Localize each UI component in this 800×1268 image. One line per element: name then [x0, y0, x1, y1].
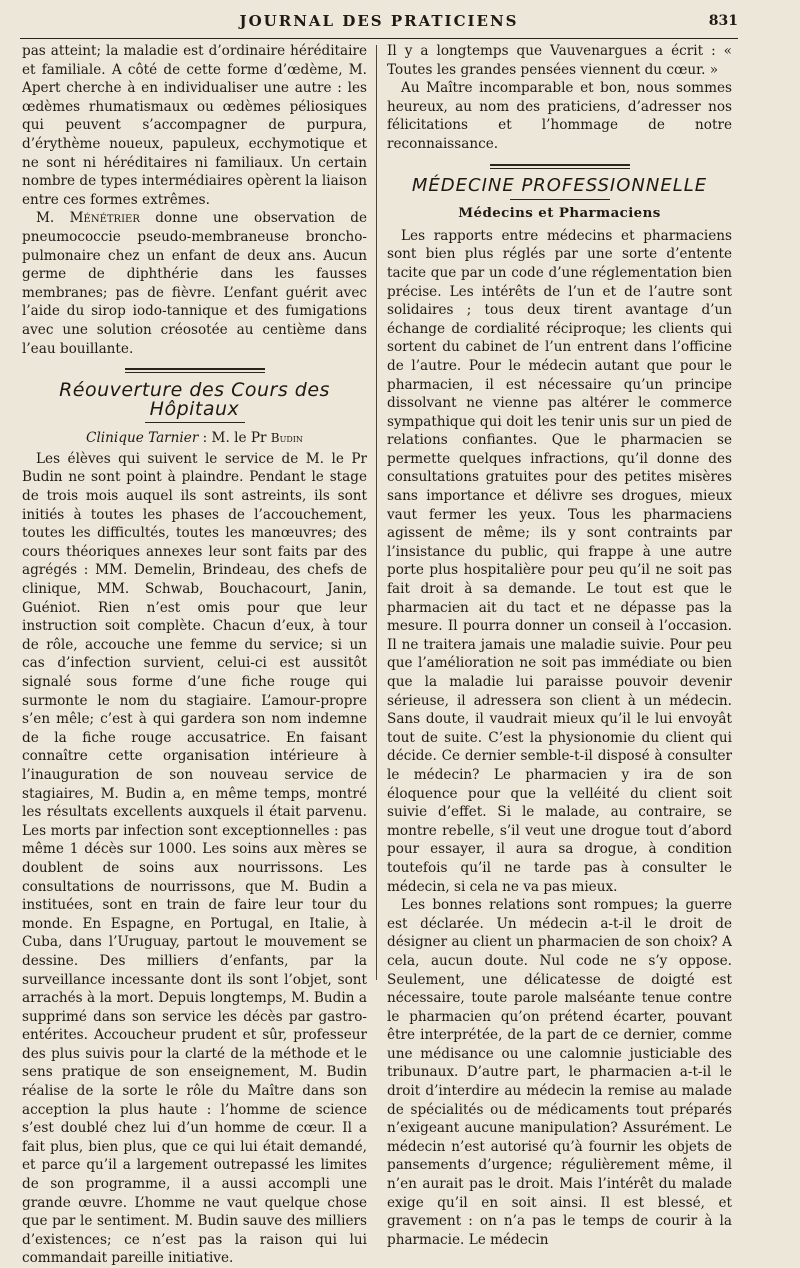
section-title-reouverture: Réouverture des Cours des Hôpitaux	[59, 379, 330, 420]
menetrier-text: donne une observation de pneumococcie pseudo-membraneuse broncho-pulmonaire chez un enfant de deux ans. Aucun germe de diphthérie dans les fausses membranes; pas de fièvre. L’enfant guérit avec l’aide du sirop iodo-tannique et des fumigations avec une solution créosotée au centième dans l’eau bouillante.	[22, 210, 367, 357]
section-underline	[510, 199, 610, 200]
menetrier-lead: M.	[36, 210, 70, 227]
paragraph-vauvenargues: Il y a longtemps que Vauvenargues a écrit : « Toutes les grandes pensées viennent du cœur. »	[387, 43, 732, 78]
clinic-name: Clinique Tarnier	[86, 430, 199, 447]
paragraph-relations: Les bonnes relations sont rompues; la guerre est déclarée. Un médecin a-t-il le droit de désigner au client un pharmacien de son choix? A cela, aucun doute. Nul code ne s’y oppose. Seulement, une délicatesse de doigté est nécessaire, toute parole malséante tenue contre le pharmacien qu’on prétend écarter, pouvant être interprétée, de la part de ce dernier, comme une médisance ou une calomnie justiciable des tribunaux. D’autre part, le pharmacien a-t-il le droit d’interdire au médecin la remise au malade de spécialités ou de médicaments tout préparés n’exigeant aucune manipulation? Assurément. Le médecin n’est autorisé qu’à fournir les objets de pansements d’urgence; régulièrement même, il n’en aurait pas le droit. Mais l’intérêt du malade exige qu’il en soit ainsi. Il est blessé, et gravement : on n’a pas le temps de courir à la pharmacie. Le médecin	[387, 897, 732, 1248]
paragraph-edema: pas atteint; la maladie est d’ordinaire héréditaire et familiale. A côté de cette forme d’œdème, M. Apert cherche à en individualiser une autre : les œdèmes rhumatismaux ou œdèmes péliosiques qui peuvent s’accompagner de purpura, d’érythème noueux, papuleux, ecchymotique et ne sont ni héréditaires ni familiaux. Un certain nombre de types intermédiaires opèrent la liaison entre ces formes extrêmes.	[22, 43, 367, 208]
paragraph-menetrier	[22, 209, 367, 358]
section-underline	[145, 422, 245, 423]
paragraph-budin: Les élèves qui suivent le service de M. le Pr Budin ne sont point à plaindre. Pendant le stage de trois mois auquel ils sont astreints, ils sont initiés à toutes les phases de l’accouchement, toutes les difficultés, toutes les manœuvres; des cours théoriques annexes leur sont faits par des agrégés : MM. Demelin, Brindeau, des chefs de clinique, MM. Schwab, Bouchacourt, Janin, Guéniot. Rien n’est omis pour que leur instruction soit complète. Chacun d’eux, à tour de rôle, accouche une femme du service; si un cas d’infection survient, celui-ci est aussitôt signalé sous forme d’une fiche rouge qui surmonte le nom du stagiaire. L’amour-propre s’en mêle; c’est à qui gardera son nom indemne de la fiche rouge accusatrice. En faisant connaître cette organisation intérieure à l’inauguration de son nouveau service de stagiaires, M. Budin a, en même temps, montré les résultats excellents auxquels il était parvenu. Les morts par infection sont exceptionnelles : pas même 1 décès sur 1000. Les soins aux mères se doublent de soins aux nourrissons. Les consultations de nourrissons, que M. Budin a instituées, sont en train de faire leur tour du monde. En Espagne, en Portugal, en Italie, à Cuba, dans l’Uruguay, partout le mouvement se dessine. Des milliers d’enfants, par la surveillance incessante dont ils sont l’objet, sont arrachés à la mort. Depuis longtemps, M. Budin a supprimé dans son service les décès par gastro-entérites. Accoucheur prudent et sûr, professeur des plus suivis pour la clarté de la méthode et le sens pratique de son enseignement, M. Budin réalise de la sorte le rôle du Maître dans son acception la plus haute : l’homme de science s’est doublé chez lui d’un homme de cœur. Il a fait plus, bien plus, que ce qui lui était demandé, et parce qu’il a largement outrepassé les limites de son programme, il a aussi accompli une grande œuvre. L’homme ne vaut quelque chose que par le sentiment. M. Budin sauve des milliers d’existences; ce n’est pas la raison qui lui commandait pareille initiative.	[22, 450, 367, 1267]
article-subheading: Médecins et Pharmaciens	[458, 205, 661, 222]
page-number: 831	[708, 13, 738, 29]
author-menetrier: Ménétrier	[69, 210, 140, 227]
clinic-heading	[22, 429, 367, 448]
journal-title: JOURNAL DES PRATICIENS	[239, 12, 519, 30]
section-rule	[490, 164, 630, 169]
section-title-medecine: MÉDECINE PROFESSIONNELLE	[411, 174, 708, 196]
clinic-prof: : M. le Pr	[198, 430, 271, 447]
paragraph-rapports: Les rapports entre médecins et pharmaciens sont bien plus réglés par une sorte d’entente tacite que par un code d’une réglementation bien précise. Les intérêts de l’un et de l’autre sont solidaires ; tous deux tirent avantage d’un échange de cordialité réciproque; les clients qui sortent du cabinet de l’un entrent dans l’officine de l’autre. Pour le médecin autant que pour le pharmacien, il est nécessaire qu’un principe dissolvant ne vienne pas altérer le commerce sympathique qui doit les tenir unis sur un pied de relations confiantes. Que le pharmacien se permette quelques infractions, qu’il donne des consultations gratuites pour des petites misères sans importance et délivre ses drogues, mieux vaut fermer les yeux. Tous les pharmaciens agissent de même; ils y sont contraints par l’insistance du public, qui frappe à une autre porte plus hospitalière pour peu qu’il ne soit pas fait droit à sa demande. Le tout est que le pharmacien ait du tact et ne dépasse pas la mesure. Il pourra donner un conseil à l’occasion. Il ne traitera jamais une maladie suivie. Pour peu que l’amélioration ne soit pas immédiate ou bien que la maladie lui paraisse pouvoir devenir sérieuse, il adressera son client à un médecin. Sans doute, il vaudrait mieux qu’il le lui envoyât tout de suite. C’est la physionomie du client qui décide. Ce dernier semble-t-il disposé à consulter le médecin? Le pharmacien y ira de son éloquence pour que la velléité du client soit suivie d’effet. Si le malade, au contraire, se montre rebelle, s’il veut une drogue tout d’abord pour essayer, il aura sa drogue, à condition toutefois qu’il ne tarde pas à consulter le médecin, si cela ne va pas mieux.	[387, 227, 732, 895]
professor-name: Budin	[270, 431, 303, 446]
paragraph-hommage: Au Maître incomparable et bon, nous sommes heureux, au nom des praticiens, d’adresser nos félicitations et l’hommage de notre reconnaissance.	[387, 80, 732, 152]
left-column	[22, 42, 367, 1268]
right-column	[387, 42, 732, 1249]
column-divider	[376, 45, 377, 980]
section-rule	[125, 368, 265, 373]
running-header	[20, 10, 738, 39]
